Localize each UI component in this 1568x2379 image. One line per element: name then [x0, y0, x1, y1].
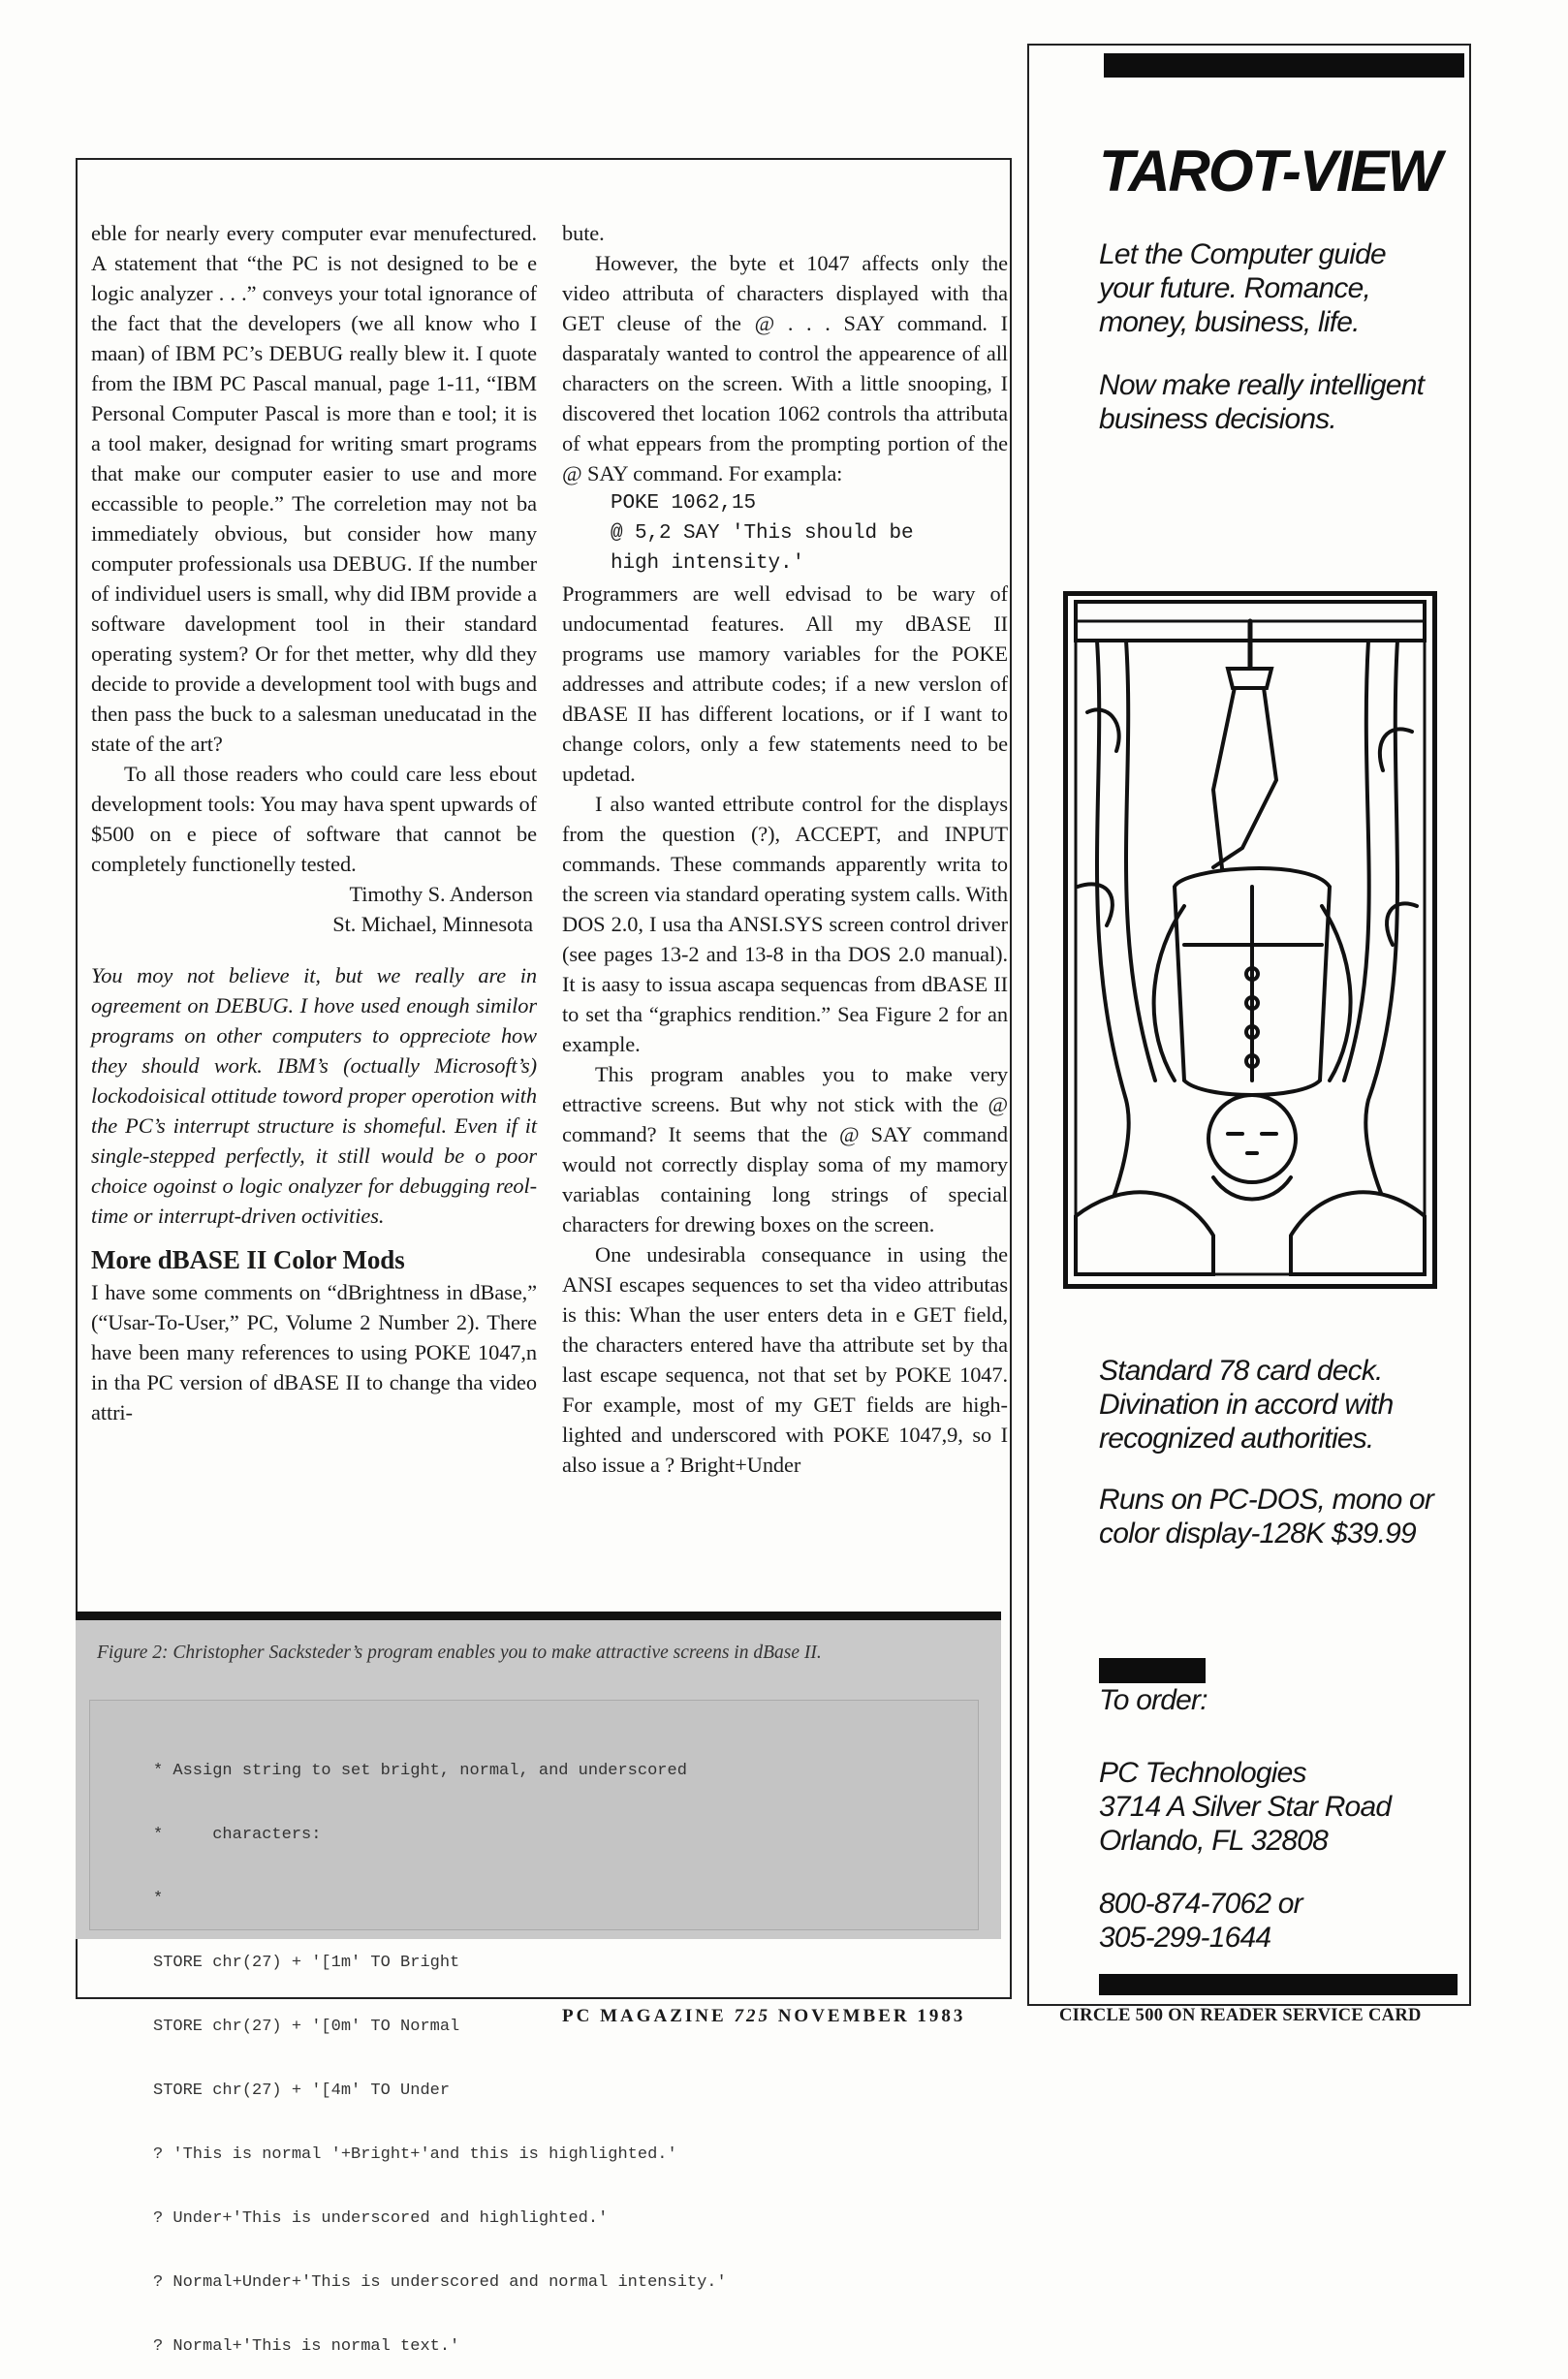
letter-paragraph: To all those readers who could care less ebout development tools: You may hava spent upwards of $500 on e piece of software that cannot be completely functionelly tested.	[91, 762, 537, 876]
letter-paragraph: One undesirabla consequance in using the ANSI escapes sequences to set tha video attributas is this: Whan the user enters deta in e GET field, the characters entered have tha attribute set by tha last escape sequenca, not that set by POKE 1047. For example, most of my GET fields are highlighted and underscored with POKE 1047,9, so I also issue a ? Bright+Under	[562, 1242, 1008, 1477]
ad-company: PC Technologies	[1099, 1757, 1306, 1789]
ad-order-bar	[1099, 1658, 1206, 1683]
ad-phone: 800-874-7062 or	[1099, 1888, 1302, 1920]
code-line: ? Under+'This is underscored and highlighted.'	[153, 2209, 609, 2228]
editor-reply: You moy not believe it, but we really are in ogreement on DEBUG. I hove used enough similor programs on other computers to oppreciote how they should work. IBM’s (octually Microsoft’s) lockodoisical ottitude toword proper operotion with the PC’s interrupt structure is shomeful. Even if it single-stepped perfectly, it still would be o poor choice ogoinst o logic onalyzer for debugging reol-time or interrupt-driven octivities.	[91, 963, 537, 1228]
left-tree-trunk	[1097, 641, 1129, 1236]
figure-caption: Figure 2: Christopher Sacksteder’s program enables you to make attractive screens in dBase II.	[97, 1643, 822, 1663]
figure-leg	[1213, 673, 1238, 877]
code-line: STORE chr(27) + '[4m' TO Under	[153, 2082, 451, 2100]
article-left-column	[91, 218, 537, 1427]
ad-deck-description: Standard 78 card deck. Divination in accord with recognized authorities.	[1099, 1355, 1394, 1455]
letter-paragraph: I also wanted ettribute control for the displays from the question (?), ACCEPT, and INPUT commands. These commands apparently writa to the screen via standard operating system calls. With DOS 2.0, I usa tha ANSI.SYS screen control driver (see pages 13-2 and 13-8 in tha DOS 2.0 manual). It is aasy to issua ascapa sequencas from dBASE II to set tha “graphics rendition.” Sea Figure 2 for an example.	[562, 792, 1008, 1056]
magazine-name: PC MAGAZINE	[562, 2006, 727, 2026]
ground-mound	[1076, 1192, 1213, 1274]
letter-paragraph: I have some comments on “dBrightness in dBase,” (“Usar-To-User,” PC, Volume 2 Number 2). There have been many references to using POKE 1047,n in tha PC version of dBASE II to change tha video attri-	[91, 1280, 537, 1424]
issue-date: NOVEMBER 1983	[777, 2006, 966, 2026]
code-line: @ 5,2 SAY 'This should be	[611, 522, 914, 545]
code-line: ? Normal+'This is normal text.'	[153, 2337, 460, 2356]
code-line: *	[153, 1890, 164, 1908]
reader-service-note: CIRCLE 500 ON READER SERVICE CARD	[1059, 2006, 1422, 2025]
code-line: ? Normal+Under+'This is underscored and normal intensity.'	[153, 2273, 727, 2292]
article-right-column	[562, 218, 1008, 1480]
ad-tagline: Now make really intelligent business decisions.	[1099, 369, 1425, 435]
ad-tagline: Let the Computer guide your future. Romance, money, business, life.	[1099, 238, 1386, 338]
page-footer	[562, 2006, 965, 2027]
ad-system-requirements: Runs on PC-DOS, mono or color display-128K $39.99	[1099, 1484, 1434, 1549]
letter-paragraph: bute.	[562, 221, 605, 245]
tarot-card-illustration	[1063, 591, 1437, 1289]
code-line: * characters:	[153, 1826, 322, 1844]
letter-paragraph: eble for nearly every computer evar menufectured. A statement that “the PC is not designed to be e logic analyzer . . .” conveys your total ignorance of the fact that the developers (we all know who I maan) of IBM PC’s DEBUG really blew it. I quote from the IBM PC Pascal manual, page 1-11, “IBM Personal Computer Pascal is more than e tool; it is a tool maker, designad for writing smart programs that make our computer easier to use and more eccassible to people.” The correletion may not ba immediately obvious, but consider how many computer professionals usa DEBUG. If the number of individuel users is small, why did IBM provide a software davelopment tool in their standard operating system? Or for thet metter, why dld they decide to provide a development tool with bugs and then pass the buck to a salesman uneducatad in the state of the art?	[91, 221, 537, 756]
letter-paragraph: This program anables you to make very ettractive screens. But why not stick with the @ command? It seems that the @ SAY command would not correctly display soma of my mamory variablas containing long strings of special characters for drewing boxes on the screen.	[562, 1062, 1008, 1236]
code-line: POKE 1062,15	[611, 492, 757, 515]
ad-phone: 305-299-1644	[1099, 1922, 1271, 1954]
ad-city: Orlando, FL 32808	[1099, 1825, 1329, 1857]
hanged-man-drawing	[1068, 596, 1432, 1284]
letter-paragraph: However, the byte et 1047 affects only the video attributa of characters displayed with tha GET cleuse of the @ . . . SAY command. I dasparataly wanted to control the appearence of all characters on the screen. With a little snooping, I discovered thet location 1062 controls tha attributa of what eppears from the prompting portion of the @ SAY command. For exampla:	[562, 251, 1008, 485]
ad-top-bar	[1104, 53, 1464, 78]
figure-head	[1208, 1095, 1296, 1182]
ad-bottom-bar	[1099, 1974, 1458, 1995]
page-number: 725	[734, 2006, 770, 2026]
figure-code	[153, 1718, 727, 2379]
code-line: ? 'This is normal '+Bright+'and this is highlighted.'	[153, 2145, 677, 2164]
letter-signature-name: Timothy S. Anderson	[349, 882, 533, 906]
ground-mound	[1291, 1192, 1425, 1274]
code-line: high intensity.'	[611, 552, 805, 575]
letter-signature-place: St. Michael, Minnesota	[332, 912, 533, 936]
section-heading: More dBASE II Color Mods	[91, 1245, 405, 1274]
figure-leg	[1213, 673, 1276, 867]
ad-order-label: To order:	[1099, 1684, 1207, 1716]
code-line: STORE chr(27) + '[0m' TO Normal	[153, 2018, 460, 2036]
ad-street: 3714 A Silver Star Road	[1099, 1791, 1392, 1823]
letter-paragraph: Programmers are well edvisad to be wary of undocumentad features. All my dBASE II programs use mamory variables for the POKE addresses and attribute codes; if a new verslon of dBASE II has different locations, or if I want to change colors, only a few statements need to be updetad.	[562, 581, 1008, 786]
code-line: * Assign string to set bright, normal, and underscored	[153, 1762, 687, 1780]
ad-title: TAROT-VIEW	[1099, 139, 1441, 203]
code-line: STORE chr(27) + '[1m' TO Bright	[153, 1954, 460, 1972]
